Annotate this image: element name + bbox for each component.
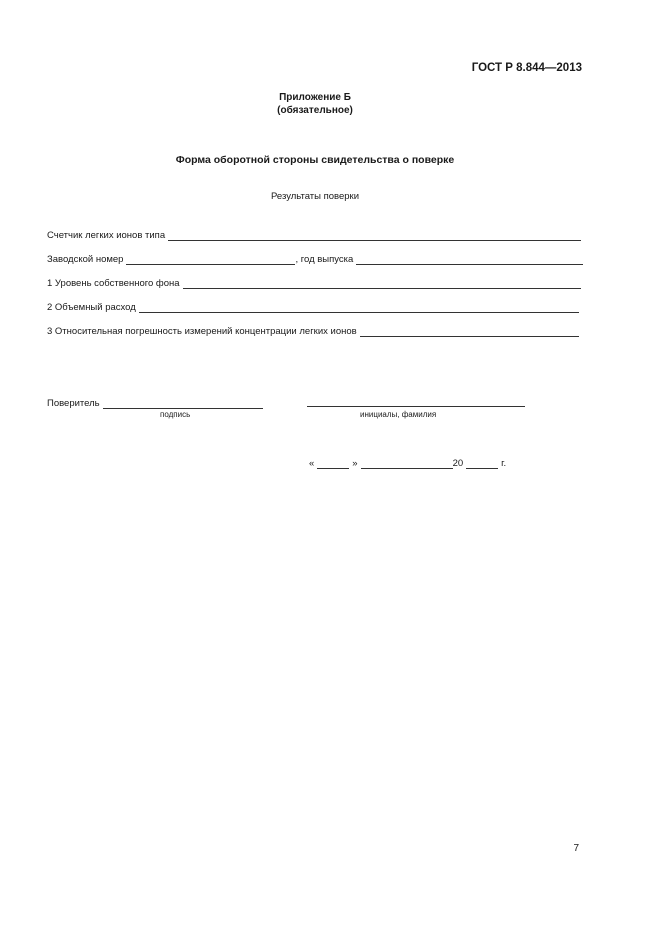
item2-blank xyxy=(139,302,579,313)
date-year-blank xyxy=(466,458,498,469)
year-suffix: г. xyxy=(501,458,507,469)
form-subtitle: Результаты поверки xyxy=(270,191,360,202)
serial-number-label: Заводской номер xyxy=(47,254,124,265)
counter-type-blank xyxy=(168,230,581,241)
item3-row xyxy=(47,325,579,337)
appendix-title: Приложение Б xyxy=(279,92,351,103)
appendix-heading xyxy=(0,91,630,117)
counter-type-label: Счетчик легких ионов типа xyxy=(47,230,166,241)
signature-blank xyxy=(103,398,263,409)
page-number: 7 xyxy=(573,843,579,854)
open-quote: « xyxy=(309,458,315,469)
item1-row xyxy=(47,277,581,289)
verifier-label: Поверитель xyxy=(47,398,100,409)
date-row xyxy=(309,457,519,469)
appendix-status: (обязательное) xyxy=(277,105,353,116)
year-prefix: 20 xyxy=(452,458,464,469)
year-label: , год выпуска xyxy=(295,254,354,265)
item3-blank xyxy=(360,326,579,337)
verifier-row xyxy=(47,397,263,409)
item2-row xyxy=(47,301,579,313)
close-quote: » xyxy=(352,458,358,469)
item1-label: 1 Уровень собственного фона xyxy=(47,278,180,289)
year-blank xyxy=(356,254,583,265)
day-blank xyxy=(317,458,349,469)
item3-label: 3 Относительная погрешность измерений концентрации легких ионов xyxy=(47,326,357,337)
form-title: Форма оборотной стороны свидетельства о поверке xyxy=(175,154,455,166)
serial-number-row xyxy=(47,253,583,265)
signature-caption: подпись xyxy=(160,410,191,419)
month-blank xyxy=(361,458,453,469)
name-blank xyxy=(307,406,525,407)
item1-blank xyxy=(183,278,581,289)
standard-number: ГОСТ Р 8.844—2013 xyxy=(471,62,582,74)
name-caption: инициалы, фамилия xyxy=(360,410,437,419)
counter-type-row xyxy=(47,229,581,241)
item2-label: 2 Объемный расход xyxy=(47,302,136,313)
serial-number-blank xyxy=(126,254,295,265)
